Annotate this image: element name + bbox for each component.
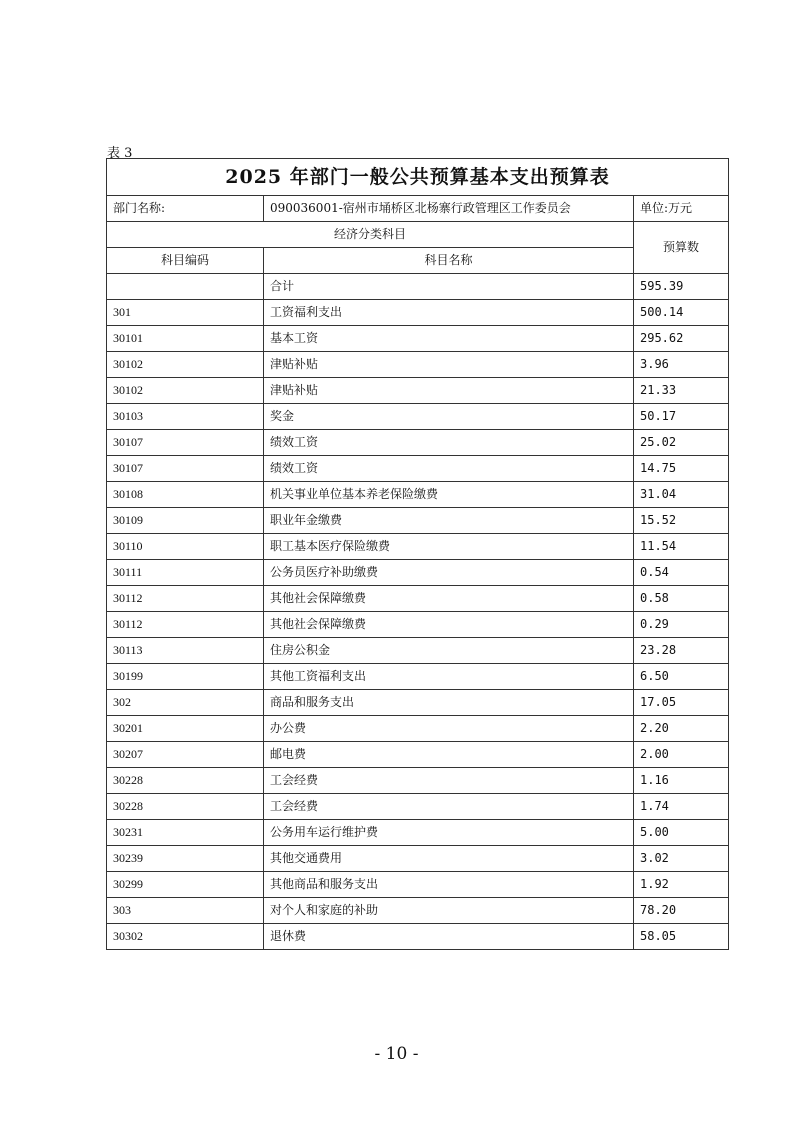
- table-row: [107, 300, 729, 326]
- budget-amount-header: 预算数: [634, 222, 729, 274]
- budget-value-cell: 31.04: [634, 482, 729, 508]
- subject-name-cell: 机关事业单位基本养老保险缴费: [264, 482, 634, 508]
- subject-name-cell: 公务员医疗补助缴费: [264, 560, 634, 586]
- table-row: [107, 846, 729, 872]
- subject-name-cell: 其他社会保障缴费: [264, 612, 634, 638]
- table-row: [107, 768, 729, 794]
- subject-name-cell: 商品和服务支出: [264, 690, 634, 716]
- table-label: 表 3: [107, 146, 133, 161]
- budget-value-cell: 0.54: [634, 560, 729, 586]
- subject-name-cell: 职工基本医疗保险缴费: [264, 534, 634, 560]
- subject-code-cell: 30201: [107, 716, 264, 742]
- subject-code-cell: 30107: [107, 430, 264, 456]
- budget-value-cell: 6.50: [634, 664, 729, 690]
- table-row: [107, 326, 729, 352]
- subject-code-cell: 30102: [107, 352, 264, 378]
- budget-value-cell: 11.54: [634, 534, 729, 560]
- table-title: 2025 年部门一般公共预算基本支出预算表: [107, 159, 729, 196]
- table-row: [107, 690, 729, 716]
- subject-name-cell: 邮电费: [264, 742, 634, 768]
- subject-name-cell: 绩效工资: [264, 430, 634, 456]
- subject-name-cell: 住房公积金: [264, 638, 634, 664]
- budget-value-cell: 595.39: [634, 274, 729, 300]
- subject-name-cell: 工资福利支出: [264, 300, 634, 326]
- subject-name-cell: 其他交通费用: [264, 846, 634, 872]
- table-row: [107, 898, 729, 924]
- subject-code-cell: 30108: [107, 482, 264, 508]
- budget-value-cell: 25.02: [634, 430, 729, 456]
- table-row: [107, 586, 729, 612]
- budget-value-cell: 295.62: [634, 326, 729, 352]
- table-row: [107, 560, 729, 586]
- table-row: [107, 430, 729, 456]
- subject-code-cell: 30228: [107, 768, 264, 794]
- table-row: [107, 716, 729, 742]
- subject-name-header: 科目名称: [264, 248, 634, 274]
- budget-value-cell: 50.17: [634, 404, 729, 430]
- subject-name-cell: 退休费: [264, 924, 634, 950]
- table-row: [107, 534, 729, 560]
- subject-code-cell: 30231: [107, 820, 264, 846]
- subject-name-cell: 对个人和家庭的补助: [264, 898, 634, 924]
- subject-name-cell: 职业年金缴费: [264, 508, 634, 534]
- subject-name-cell: 其他工资福利支出: [264, 664, 634, 690]
- table-row: [107, 638, 729, 664]
- subject-code-cell: 30112: [107, 586, 264, 612]
- subject-name-cell: 津贴补贴: [264, 352, 634, 378]
- table-row: [107, 794, 729, 820]
- budget-value-cell: 0.29: [634, 612, 729, 638]
- subject-name-cell: 工会经费: [264, 768, 634, 794]
- subject-code-cell: 30112: [107, 612, 264, 638]
- subject-code-cell: 30109: [107, 508, 264, 534]
- budget-value-cell: 500.14: [634, 300, 729, 326]
- subject-code-cell: 30113: [107, 638, 264, 664]
- table-row: [107, 742, 729, 768]
- subject-code-cell: 30199: [107, 664, 264, 690]
- budget-value-cell: 17.05: [634, 690, 729, 716]
- subject-name-cell: 工会经费: [264, 794, 634, 820]
- budget-value-cell: 2.00: [634, 742, 729, 768]
- budget-value-cell: 14.75: [634, 456, 729, 482]
- table-row: [107, 378, 729, 404]
- subject-code-cell: 30239: [107, 846, 264, 872]
- budget-value-cell: 21.33: [634, 378, 729, 404]
- table-row: [107, 274, 729, 300]
- subject-code-cell: 30111: [107, 560, 264, 586]
- budget-value-cell: 5.00: [634, 820, 729, 846]
- page-number: - 10 -: [374, 1044, 419, 1064]
- table-body: [107, 159, 729, 950]
- subject-code-cell: 30101: [107, 326, 264, 352]
- subject-code-cell: [107, 274, 264, 300]
- table-row: [107, 924, 729, 950]
- header-row-1: [107, 222, 729, 248]
- budget-value-cell: 3.02: [634, 846, 729, 872]
- subject-code-cell: 30302: [107, 924, 264, 950]
- subject-code-cell: 30102: [107, 378, 264, 404]
- budget-value-cell: 23.28: [634, 638, 729, 664]
- budget-value-cell: 58.05: [634, 924, 729, 950]
- subject-code-cell: 30103: [107, 404, 264, 430]
- subject-code-cell: 302: [107, 690, 264, 716]
- table-row: [107, 404, 729, 430]
- subject-name-cell: 基本工资: [264, 326, 634, 352]
- table-row: [107, 664, 729, 690]
- subject-name-cell: 绩效工资: [264, 456, 634, 482]
- budget-value-cell: 3.96: [634, 352, 729, 378]
- table-row: [107, 508, 729, 534]
- budget-value-cell: 1.92: [634, 872, 729, 898]
- budget-value-cell: 1.74: [634, 794, 729, 820]
- subject-code-cell: 301: [107, 300, 264, 326]
- subject-name-cell: 合计: [264, 274, 634, 300]
- unit-label: 单位:万元: [634, 196, 729, 222]
- subject-name-cell: 其他社会保障缴费: [264, 586, 634, 612]
- subject-name-cell: 奖金: [264, 404, 634, 430]
- subject-code-cell: 303: [107, 898, 264, 924]
- table-row: [107, 456, 729, 482]
- subject-code-cell: 30299: [107, 872, 264, 898]
- table-row: [107, 352, 729, 378]
- budget-value-cell: 1.16: [634, 768, 729, 794]
- subject-code-header: 科目编码: [107, 248, 264, 274]
- subject-name-cell: 其他商品和服务支出: [264, 872, 634, 898]
- department-row: [107, 196, 729, 222]
- table-row: [107, 820, 729, 846]
- subject-code-cell: 30228: [107, 794, 264, 820]
- subject-name-cell: 公务用车运行维护费: [264, 820, 634, 846]
- dept-label: 部门名称:: [107, 196, 264, 222]
- subject-name-cell: 办公费: [264, 716, 634, 742]
- title-row: [107, 159, 729, 196]
- subject-name-cell: 津贴补贴: [264, 378, 634, 404]
- subject-code-cell: 30107: [107, 456, 264, 482]
- subject-code-cell: 30207: [107, 742, 264, 768]
- dept-name: 090036001-宿州市埇桥区北杨寨行政管理区工作委员会: [264, 196, 634, 222]
- budget-value-cell: 2.20: [634, 716, 729, 742]
- table-row: [107, 872, 729, 898]
- budget-value-cell: 15.52: [634, 508, 729, 534]
- budget-value-cell: 78.20: [634, 898, 729, 924]
- budget-table: [106, 158, 729, 950]
- subject-code-cell: 30110: [107, 534, 264, 560]
- budget-value-cell: 0.58: [634, 586, 729, 612]
- table-row: [107, 612, 729, 638]
- table-row: [107, 482, 729, 508]
- econ-class-header: 经济分类科目: [107, 222, 634, 248]
